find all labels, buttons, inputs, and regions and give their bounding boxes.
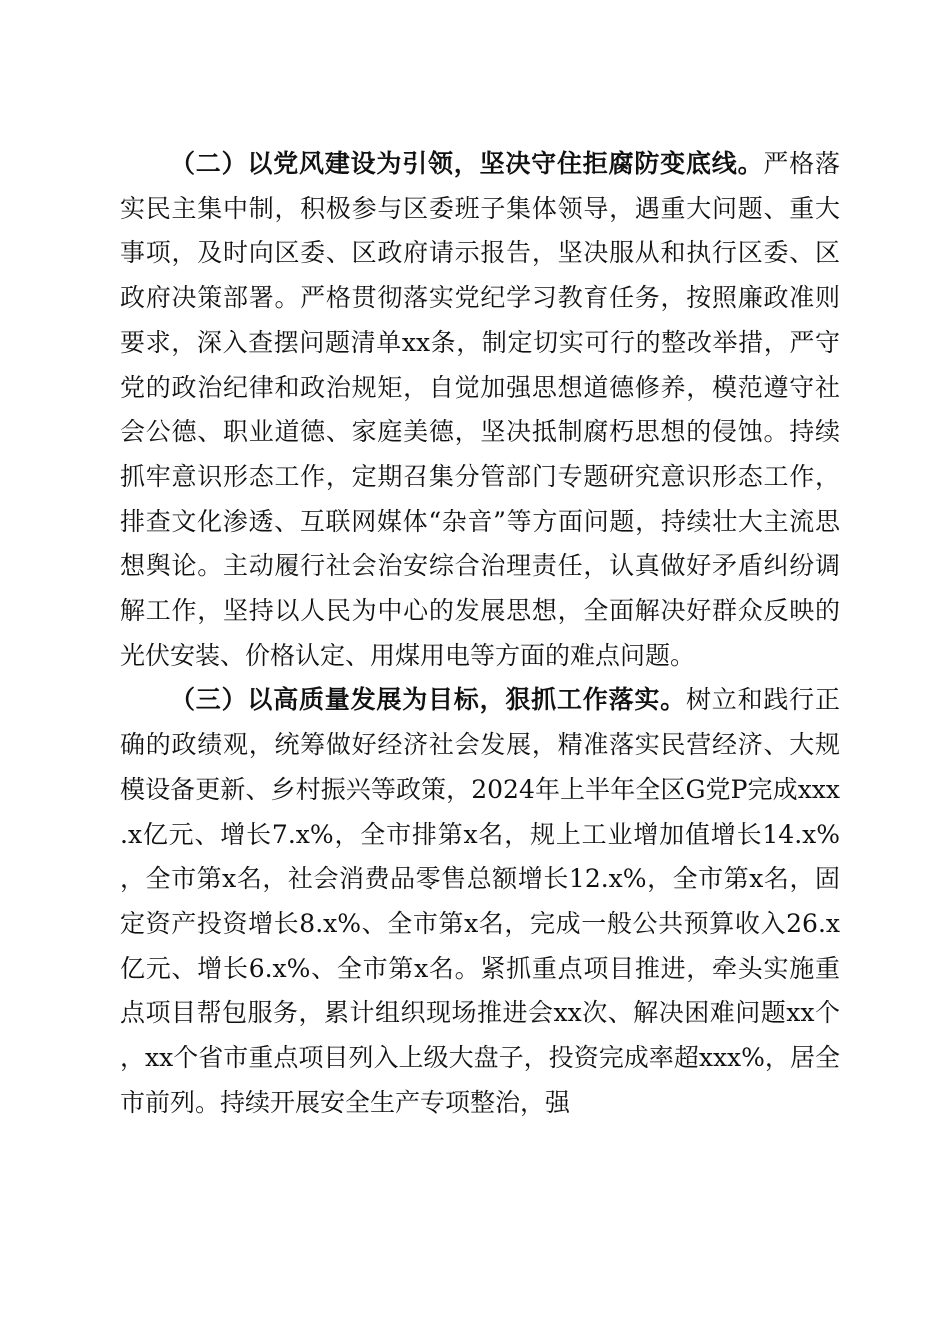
paragraph-heading: （二）以党风建设为引领，坚决守住拒腐防变底线。 xyxy=(170,149,764,178)
paragraph-text: 树立和践行正确的政绩观，统筹做好经济社会发展，精准落实民营经济、大规模设备更新、乡村振兴等政策，2024年上半年全区G党P完成xxx.x亿元、增长7.x%，全市排第x名，规上工业增加值增长14.x%，全市第x名，社会消费品零售总额增长12.x%，全市第x名，固定资产投资增长8.x%、全市第x名，完成一般公共预算收入26.x亿元、增长6.x%、全市第x名。紧抓重点项目推进，牵头实施重点项目帮包服务，累计组织现场推进会xx次、解决困难问题xx个，xx个省市重点项目列入上级大盘子，投资完成率超xxx%，居全市前列。持续开展安全生产专项整治，强 xyxy=(120,685,840,1117)
paragraph-party-style xyxy=(120,142,840,678)
paragraph-high-quality-development xyxy=(120,678,840,1125)
paragraph-text: 严格落实民主集中制，积极参与区委班子集体领导，遇重大问题、重大事项，及时向区委、区政府请示报告，坚决服从和执行区委、区政府决策部署。严格贯彻落实党纪学习教育任务，按照廉政准则要求，深入查摆问题清单xx条，制定切实可行的整改举措，严守党的政治纪律和政治规矩，自觉加强思想道德修养，模范遵守社会公德、职业道德、家庭美德，坚决抵制腐朽思想的侵蚀。持续抓牢意识形态工作，定期召集分管部门专题研究意识形态工作，排查文化渗透、互联网媒体“杂音”等方面问题，持续壮大主流思想舆论。主动履行社会治安综合治理责任，认真做好矛盾纠纷调解工作，坚持以人民为中心的发展思想，全面解决好群众反映的光伏安装、价格认定、用煤用电等方面的难点问题。 xyxy=(120,149,840,670)
paragraph-heading: （三）以高质量发展为目标，狠抓工作落实。 xyxy=(170,685,686,715)
document-body xyxy=(120,142,840,1125)
